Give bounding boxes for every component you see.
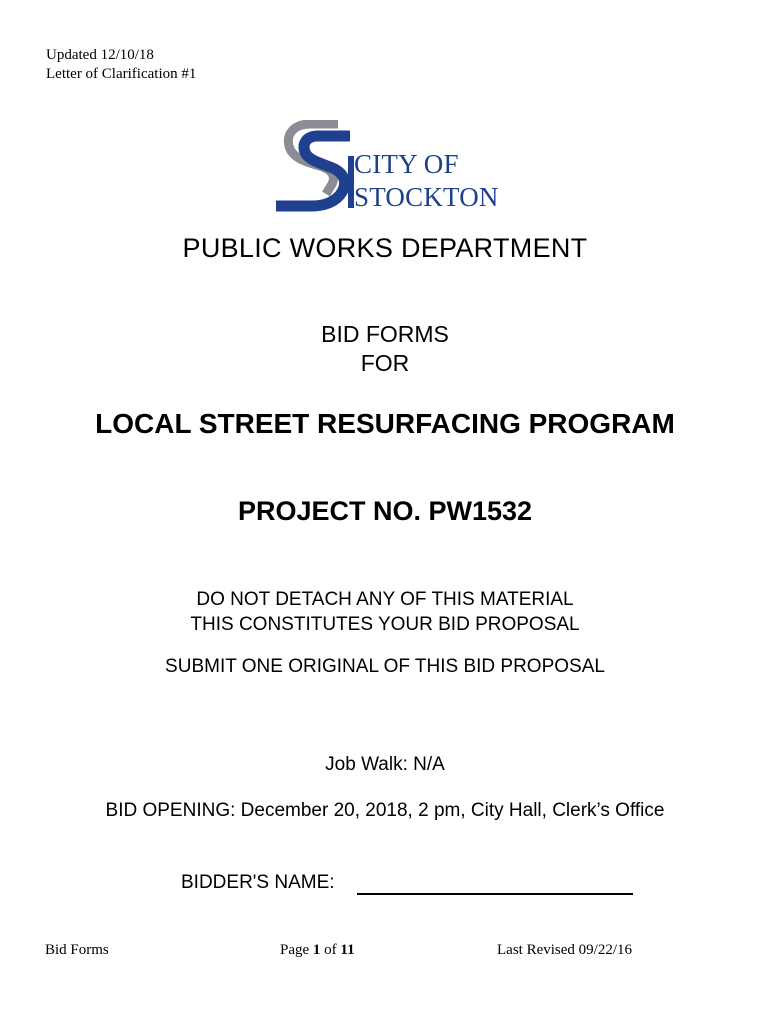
bidder-name-field[interactable]: [181, 872, 641, 898]
clarification-note: Letter of Clarification #1: [46, 66, 197, 82]
footer-page-number: [280, 942, 355, 959]
page-of: of: [320, 942, 341, 958]
for-line: FOR: [360, 350, 410, 376]
logo-line-stockton: STOCKTON: [354, 182, 499, 212]
page-prefix: Page: [280, 942, 313, 958]
submit-instruction: SUBMIT ONE ORIGINAL OF THIS BID PROPOSAL: [165, 656, 605, 677]
department-title: PUBLIC WORKS DEPARTMENT: [182, 233, 588, 263]
bidder-name-label: BIDDER'S NAME:: [181, 872, 335, 893]
project-number: PROJECT NO. PW1532: [237, 496, 533, 526]
program-title: LOCAL STREET RESURFACING PROGRAM: [95, 408, 675, 439]
city-of-stockton-logo: [272, 120, 512, 216]
bid-forms-line: BID FORMS: [321, 321, 449, 347]
stockton-s-emblem-icon: [272, 120, 362, 216]
update-note: [46, 46, 196, 84]
logo-line-city-of: CITY OF: [354, 149, 459, 179]
detach-notice-line-2: THIS CONSTITUTES YOUR BID PROPOSAL: [190, 614, 580, 635]
update-date: Updated 12/10/18: [46, 47, 154, 63]
detach-notice: [0, 587, 770, 637]
footer-doc-title: Bid Forms: [45, 942, 109, 958]
bidder-name-blank-line[interactable]: [357, 893, 633, 895]
page-total: 11: [340, 942, 355, 958]
bid-opening: BID OPENING: December 20, 2018, 2 pm, City Hall, Clerk’s Office: [105, 800, 665, 821]
footer-last-revised: Last Revised 09/22/16: [497, 942, 632, 958]
job-walk: Job Walk: N/A: [325, 754, 445, 775]
bid-forms-heading: [0, 320, 770, 378]
detach-notice-line-1: DO NOT DETACH ANY OF THIS MATERIAL: [196, 589, 574, 610]
page-current: 1: [312, 942, 321, 958]
